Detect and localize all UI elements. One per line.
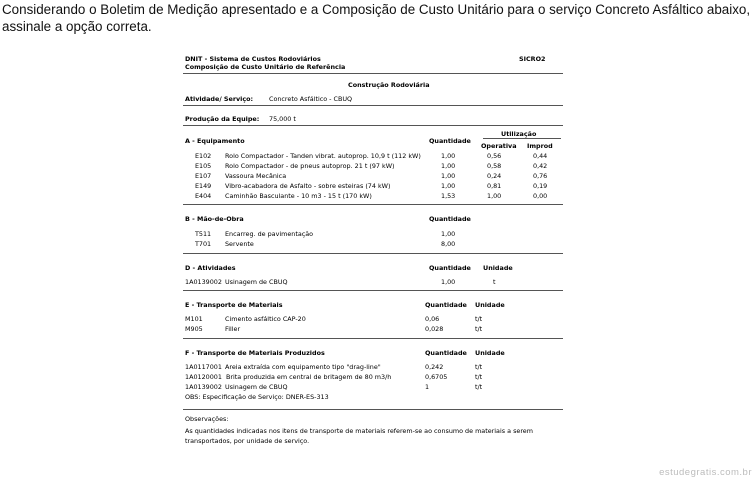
divider bbox=[183, 73, 563, 74]
equip-qty: 1,00 bbox=[441, 152, 456, 160]
divider bbox=[183, 105, 563, 106]
transport-qty: 0,06 bbox=[425, 315, 440, 323]
labor-desc: Servente bbox=[225, 240, 254, 248]
produced-desc: Usinagem de CBUQ bbox=[225, 383, 288, 391]
equip-qty: 1,00 bbox=[441, 182, 456, 190]
activity-value: Concreto Asfáltico - CBUQ bbox=[269, 95, 353, 103]
equip-oper: 1,00 bbox=[487, 192, 502, 200]
equip-improd: 0,44 bbox=[533, 152, 548, 160]
activity-label: Atividade/ Serviço: bbox=[185, 95, 254, 103]
production-label: Produção da Equipe: bbox=[185, 115, 260, 123]
activities-unit-header: Unidade bbox=[483, 264, 513, 272]
produced-desc: Brita produzida em central de britagem de 80 m3/h bbox=[226, 373, 392, 381]
equip-qty: 1,00 bbox=[441, 172, 456, 180]
divider bbox=[183, 125, 563, 126]
produced-unit: t/t bbox=[475, 373, 483, 381]
equip-desc: Vibro-acabadora de Asfalto - sobre esteiras (74 kW) bbox=[225, 182, 391, 190]
equip-qty-header: Quantidade bbox=[429, 137, 471, 145]
transport-code: M101 bbox=[185, 315, 203, 323]
produced-qty-header: Quantidade bbox=[425, 349, 467, 357]
equip-oper-header: Operativa bbox=[481, 142, 517, 150]
labor-code: T511 bbox=[195, 230, 212, 238]
equip-desc: Rolo Compactador - de pneus autoprop. 21 t (97 kW) bbox=[225, 162, 395, 170]
labor-title: B - Mão-de-Obra bbox=[185, 215, 244, 223]
transport-unit: t/t bbox=[475, 325, 483, 333]
doc-header-line2: Composição de Custo Unitário de Referência bbox=[185, 63, 346, 71]
equip-improd: 0,19 bbox=[533, 182, 548, 190]
produced-code: 1A0117001 bbox=[185, 363, 222, 371]
transport-qty-header: Quantidade bbox=[425, 301, 467, 309]
produced-qty: 0,242 bbox=[425, 363, 444, 371]
notes-title: Observações: bbox=[185, 415, 229, 423]
equip-qty: 1,53 bbox=[441, 192, 456, 200]
equip-desc: Vassoura Mecânica bbox=[225, 172, 287, 180]
produced-qty: 1 bbox=[425, 383, 430, 391]
notes-line2: transportados, por unidade de serviço. bbox=[185, 437, 310, 445]
activities-unit: t bbox=[493, 278, 496, 286]
activities-qty-header: Quantidade bbox=[429, 264, 471, 272]
labor-desc: Encarreg. de pavimentação bbox=[225, 230, 314, 238]
equip-oper: 0,24 bbox=[487, 172, 502, 180]
divider bbox=[183, 204, 563, 205]
divider bbox=[183, 290, 563, 291]
equip-qty: 1,00 bbox=[441, 162, 456, 170]
notes-line1: As quantidades indicadas nos itens de transporte de materiais referem-se ao consumo de materiais a serem bbox=[185, 427, 533, 435]
equip-improd-header: Improd bbox=[527, 142, 553, 150]
transport-unit: t/t bbox=[475, 315, 483, 323]
watermark: estudegratis.com.br bbox=[659, 467, 752, 478]
equip-util-header: Utilização bbox=[501, 130, 537, 138]
equip-code: E149 bbox=[195, 182, 212, 190]
util-underline bbox=[483, 138, 561, 139]
divider bbox=[183, 253, 563, 254]
equip-improd: 0,76 bbox=[533, 172, 548, 180]
transport-code: M905 bbox=[185, 325, 203, 333]
transport-title: E - Transporte de Materiais bbox=[185, 301, 283, 309]
transport-desc: Cimento asfáltico CAP-20 bbox=[225, 315, 306, 323]
activities-title: D - Atividades bbox=[185, 264, 236, 272]
produced-unit-header: Unidade bbox=[475, 349, 505, 357]
equip-improd: 0,00 bbox=[533, 192, 548, 200]
produced-unit: t/t bbox=[475, 383, 483, 391]
doc-header-line1: DNIT - Sistema de Custos Rodoviários bbox=[185, 55, 321, 63]
activities-qty: 1,00 bbox=[441, 278, 456, 286]
equip-oper: 0,58 bbox=[487, 162, 502, 170]
produced-code: 1A0120001 bbox=[185, 373, 222, 381]
doc-system: SICRO2 bbox=[519, 55, 546, 63]
equip-desc: Rolo Compactador - Tanden vibrat. autoprop. 10,9 t (112 kW) bbox=[225, 152, 421, 160]
equip-improd: 0,42 bbox=[533, 162, 548, 170]
produced-qty: 0,6705 bbox=[425, 373, 448, 381]
transport-unit-header: Unidade bbox=[475, 301, 505, 309]
labor-code: T701 bbox=[195, 240, 212, 248]
equip-oper: 0,56 bbox=[487, 152, 502, 160]
transport-desc: Filler bbox=[225, 325, 241, 333]
produced-desc: Areia extraída com equipamento tipo "drag-line" bbox=[225, 363, 381, 371]
equip-code: E105 bbox=[195, 162, 212, 170]
activities-desc: Usinagem de CBUQ bbox=[225, 278, 288, 286]
labor-qty: 8,00 bbox=[441, 240, 456, 248]
equip-desc: Caminhão Basculante - 10 m3 - 15 t (170 kW) bbox=[225, 192, 372, 200]
equip-code: E404 bbox=[195, 192, 212, 200]
produced-title: F - Transporte de Materiais Produzidos bbox=[185, 349, 325, 357]
equip-code: E107 bbox=[195, 172, 212, 180]
produced-unit: t/t bbox=[475, 363, 483, 371]
divider bbox=[183, 409, 563, 410]
transport-qty: 0,028 bbox=[425, 325, 444, 333]
equip-oper: 0,81 bbox=[487, 182, 502, 190]
production-value: 75,000 t bbox=[269, 115, 296, 123]
question-text: Considerando o Boletim de Medição apresentado e a Composição de Custo Unitário para o serviço Concreto Asfáltico abaixo, assinale a opção correta. bbox=[2, 2, 751, 34]
activities-code: 1A0139002 bbox=[185, 278, 222, 286]
labor-qty: 1,00 bbox=[441, 230, 456, 238]
construction-title: Construção Rodoviária bbox=[348, 81, 430, 89]
equip-title: A - Equipamento bbox=[185, 137, 245, 145]
produced-code: 1A0139002 bbox=[185, 383, 222, 391]
labor-qty-header: Quantidade bbox=[429, 215, 471, 223]
produced-obs: OBS: Especificação de Serviço: DNER-ES-313 bbox=[185, 393, 329, 401]
divider bbox=[183, 338, 563, 339]
equip-code: E102 bbox=[195, 152, 212, 160]
